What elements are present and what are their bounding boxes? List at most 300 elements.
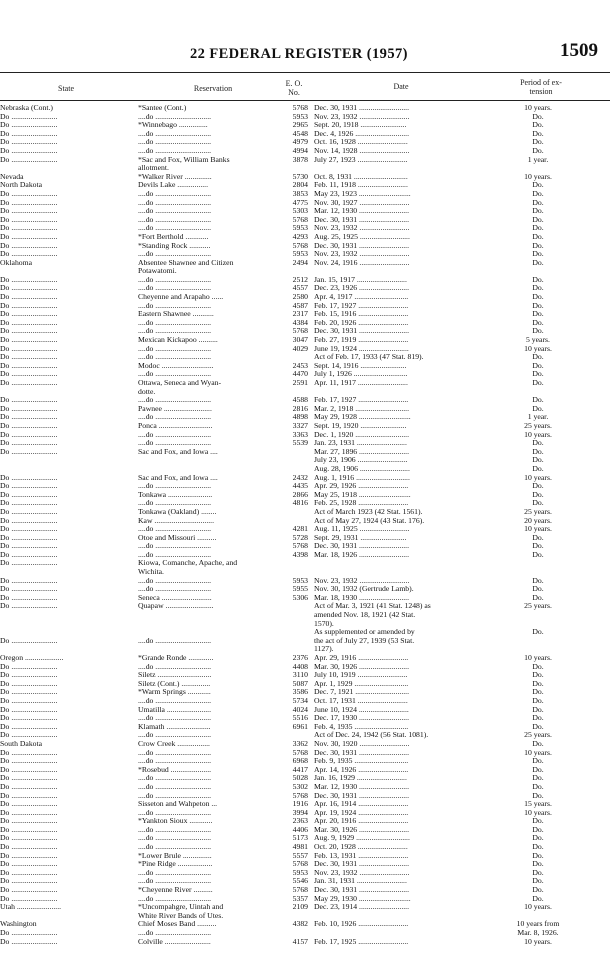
reservation-cell: ....do .............................	[138, 636, 212, 645]
date-cell: Nov. 23, 1932 ..........................	[314, 576, 410, 585]
eo-number-cell: 2317	[292, 310, 308, 319]
state-cell: Do ........................	[0, 894, 58, 903]
period-cell: 10 years.	[524, 937, 552, 946]
reservation-cell: ....do .............................	[138, 318, 212, 327]
state-cell: Do ........................	[0, 679, 58, 688]
period-cell: 10 years.	[524, 473, 552, 482]
period-cell: Do.	[532, 447, 544, 456]
date-cell: As supplemented or amended by	[314, 628, 415, 637]
state-cell: Do ........................	[0, 293, 58, 302]
period-cell: Do.	[532, 293, 544, 302]
state-cell: Do ........................	[0, 937, 58, 946]
table-row	[0, 714, 610, 723]
eo-number-cell: 2580	[292, 293, 308, 302]
reservation-cell: ....do .............................	[138, 344, 212, 353]
date-cell: Dec. 17, 1930 ..........................	[314, 714, 410, 723]
period-cell: 10 years.	[524, 654, 552, 662]
period-cell: Do.	[532, 490, 544, 499]
date-cell: Feb. 13, 1931 ..........................	[314, 851, 409, 860]
period-cell: 20 years.	[524, 516, 552, 525]
table-row	[0, 774, 610, 783]
eo-number-cell: 3327	[292, 421, 308, 430]
eo-number-cell: 3994	[292, 808, 308, 817]
eo-number-cell: 2376	[292, 654, 308, 662]
reservation-cell: ....do .............................	[138, 482, 212, 491]
table-row	[0, 319, 610, 328]
table-row	[0, 284, 610, 293]
state-cell: Do ........................	[0, 705, 58, 714]
reservation-cell: ....do .............................	[138, 198, 212, 207]
table-row	[0, 388, 610, 397]
reservation-cell: *Sac and Fox, William Banks	[138, 155, 230, 164]
state-cell: Do ........................	[0, 310, 58, 319]
period-cell: Do.	[532, 310, 544, 319]
eo-number-cell: 6968	[292, 757, 308, 766]
reservation-cell: ....do .............................	[138, 439, 212, 448]
table-row	[0, 121, 610, 130]
eo-number-cell: 5303	[292, 207, 308, 216]
date-cell: Nov. 23, 1932 ..........................	[314, 250, 410, 259]
reservation-cell: Sac and Fox, and Iowa ....	[138, 473, 218, 482]
date-cell: June 10, 1924 ..........................	[314, 705, 409, 714]
reservation-cell: Modoc ...........................	[138, 361, 214, 370]
period-cell: Do.	[532, 791, 544, 800]
reservation-cell: Klamath .......................	[138, 722, 211, 731]
state-cell: Do ........................	[0, 843, 58, 852]
period-cell: Do.	[532, 370, 544, 379]
state-cell: Do ........................	[0, 559, 58, 568]
reservation-cell: ....do .............................	[138, 413, 212, 422]
reservation-cell: ....do .............................	[138, 662, 212, 671]
date-cell: Oct. 16, 1928 ..........................	[314, 138, 408, 147]
state-cell: Do ........................	[0, 757, 58, 766]
reservation-cell: Eastern Shawnee ...........	[138, 310, 214, 319]
reservation-cell: ....do .............................	[138, 284, 212, 293]
column-headers	[0, 76, 610, 98]
state-cell: Do ........................	[0, 662, 58, 671]
table-row	[0, 216, 610, 225]
date-cell: Feb. 10, 1926 ..........................	[314, 920, 409, 929]
state-cell: Do ........................	[0, 301, 58, 310]
reservation-cell: ....do .............................	[138, 834, 212, 843]
table-row	[0, 130, 610, 139]
table-row	[0, 147, 610, 156]
table-row	[0, 628, 610, 637]
period-cell: Do.	[532, 705, 544, 714]
date-cell: Mar. 18, 1930 ..........................	[314, 593, 410, 602]
date-cell: Feb. 17, 1927 ..........................	[314, 301, 409, 310]
table-row	[0, 104, 610, 113]
state-cell: Do ........................	[0, 602, 58, 611]
period-cell: Do.	[532, 877, 544, 886]
period-cell: Do.	[532, 439, 544, 448]
eo-number-cell: 5539	[292, 439, 308, 448]
col-eo: E. O. No.	[285, 79, 303, 97]
table-row	[0, 508, 610, 517]
period-cell: Do.	[532, 301, 544, 310]
eo-number-cell: 4588	[292, 396, 308, 405]
date-cell: 1570).	[314, 619, 334, 628]
date-cell: Act of May 27, 1924 (43 Stat. 176).	[314, 516, 425, 525]
state-cell: North Dakota	[0, 181, 43, 190]
period-cell: Do.	[532, 843, 544, 852]
table-row	[0, 405, 610, 414]
date-cell: Dec. 30, 1931 ..........................	[314, 327, 410, 336]
eo-number-cell: 4548	[292, 129, 308, 138]
state-cell: Do ........................	[0, 542, 58, 551]
date-cell: Dec. 30, 1931 ..........................	[314, 241, 410, 250]
date-cell: amended Nov. 18, 1921 (42 Stat.	[314, 611, 416, 620]
state-cell: Do ........................	[0, 207, 58, 216]
period-cell: 10 years.	[524, 808, 552, 817]
state-cell: Do ........................	[0, 834, 58, 843]
table-row	[0, 792, 610, 801]
eo-number-cell: 4384	[292, 318, 308, 327]
eo-number-cell: 4157	[292, 937, 308, 946]
date-cell: May 25, 1918 ...........................	[314, 490, 411, 499]
eo-number-cell: 2363	[292, 817, 308, 826]
table-row	[0, 697, 610, 706]
state-cell: Do ........................	[0, 344, 58, 353]
eo-number-cell: 6961	[292, 722, 308, 731]
period-cell: 25 years.	[524, 507, 552, 516]
date-cell: Apr. 14, 1926 ..........................	[314, 765, 409, 774]
date-cell: Feb. 17, 1927 ..........................	[314, 396, 409, 405]
reservation-cell: ....do .............................	[138, 215, 212, 224]
reservation-cell: *Uncompahgre, Uintah and	[138, 903, 224, 912]
eo-number-cell: 3853	[292, 189, 308, 198]
reservation-cell: ....do .............................	[138, 224, 212, 233]
table-row	[0, 517, 610, 526]
date-cell: Apr. 16, 1914 ..........................	[314, 800, 409, 809]
date-cell: Apr. 19, 1924 ..........................	[314, 808, 409, 817]
state-cell: Do ........................	[0, 215, 58, 224]
date-cell: Dec. 30, 1931 ..........................	[314, 542, 410, 551]
period-cell: Do.	[532, 258, 544, 267]
state-cell: Do ........................	[0, 284, 58, 293]
eo-number-cell: 3878	[292, 155, 308, 164]
date-cell: Jan. 23, 1931 ..........................	[314, 439, 407, 448]
period-cell: 10 years.	[524, 903, 552, 912]
publication-title: 22 FEDERAL REGISTER (1957)	[190, 46, 408, 62]
state-cell: Do ........................	[0, 318, 58, 327]
state-cell: Do ........................	[0, 336, 58, 345]
eo-number-cell: 5768	[292, 241, 308, 250]
state-cell: Do ........................	[0, 516, 58, 525]
state-cell: Do ........................	[0, 886, 58, 895]
column-header-rule	[0, 100, 610, 101]
reservation-cell: ....do .............................	[138, 576, 212, 585]
table-row	[0, 594, 610, 603]
table-row	[0, 413, 610, 422]
date-cell: Jan. 15, 1917 ..........................	[314, 275, 407, 284]
state-cell: Do ........................	[0, 430, 58, 439]
state-cell: Do ........................	[0, 413, 58, 422]
table-row	[0, 448, 610, 457]
eo-number-cell: 5302	[292, 782, 308, 791]
state-cell: Do ........................	[0, 499, 58, 508]
table-row	[0, 559, 610, 568]
period-cell: 10 years.	[524, 172, 552, 181]
date-cell: Sept. 19, 1920 ........................	[314, 421, 407, 430]
header-rule	[0, 72, 610, 73]
table-row	[0, 929, 610, 938]
table-row	[0, 336, 610, 345]
reservation-cell: ....do .............................	[138, 868, 212, 877]
state-cell: Do ........................	[0, 550, 58, 559]
table-row	[0, 499, 610, 508]
reservation-cell: ....do .............................	[138, 585, 212, 594]
reservation-cell: ....do .............................	[138, 525, 212, 534]
state-cell: Do ........................	[0, 877, 58, 886]
eo-number-cell: 2512	[292, 275, 308, 284]
table-row	[0, 585, 610, 594]
reservation-cell: ....do .............................	[138, 370, 212, 379]
period-cell: Do.	[532, 722, 544, 731]
table-row	[0, 895, 610, 904]
date-cell: Mar. 30, 1926 ..........................	[314, 662, 410, 671]
table-row	[0, 740, 610, 749]
reservation-cell: Sac and Fox, and Iowa ....	[138, 447, 218, 456]
state-cell: Do ........................	[0, 507, 58, 516]
reservation-cell: ....do .............................	[138, 146, 212, 155]
table-row	[0, 611, 610, 620]
state-cell: Do ........................	[0, 765, 58, 774]
eo-number-cell: 5768	[292, 542, 308, 551]
page-number: 1509	[560, 40, 598, 61]
period-cell: Do.	[532, 112, 544, 121]
period-cell: Do.	[532, 215, 544, 224]
reservation-cell: Quapaw .........................	[138, 602, 214, 611]
table-row	[0, 164, 610, 173]
reservation-cell: *Warm Springs ............	[138, 688, 211, 697]
state-cell: Do ........................	[0, 808, 58, 817]
date-cell: Feb. 27, 1919 ..........................	[314, 336, 409, 345]
reservation-cell: ....do .............................	[138, 782, 212, 791]
state-cell: Oklahoma	[0, 258, 33, 267]
table-row	[0, 233, 610, 242]
period-cell: Do.	[532, 662, 544, 671]
date-cell: Dec. 1, 1920 ............................	[314, 430, 410, 439]
state-cell: Do ........................	[0, 473, 58, 482]
eo-number-cell: 3586	[292, 688, 308, 697]
period-cell: Do.	[532, 456, 544, 465]
reservation-cell: ....do .............................	[138, 542, 212, 551]
date-cell: Aug. 1, 1916 ............................	[314, 473, 410, 482]
state-cell: Do ........................	[0, 868, 58, 877]
table-row	[0, 602, 610, 611]
eo-number-cell: 2816	[292, 404, 308, 413]
state-cell: Do ........................	[0, 353, 58, 362]
eo-number-cell: 5768	[292, 748, 308, 757]
date-cell: Nov. 23, 1932 ..........................	[314, 224, 410, 233]
state-cell: Do ........................	[0, 250, 58, 259]
state-cell: Do ........................	[0, 731, 58, 740]
reservation-cell: Kaw ...............................	[138, 516, 215, 525]
period-cell: Do.	[532, 327, 544, 336]
reservation-cell: ....do .............................	[138, 207, 212, 216]
period-cell: Do.	[532, 396, 544, 405]
reservation-cell: Siletz (Cont.) ...............	[138, 679, 211, 688]
state-cell: Do ........................	[0, 482, 58, 491]
state-cell: Do ........................	[0, 782, 58, 791]
table-row	[0, 474, 610, 483]
table-row	[0, 903, 610, 912]
eo-number-cell: 4406	[292, 825, 308, 834]
table-row	[0, 156, 610, 165]
date-cell: Nov. 23, 1932 ..........................	[314, 112, 410, 121]
date-cell: Dec. 7, 1921 ............................	[314, 688, 410, 697]
table-row	[0, 886, 610, 895]
state-cell: Do ........................	[0, 129, 58, 138]
table-row	[0, 757, 610, 766]
table-row	[0, 542, 610, 551]
reservation-cell: Cheyenne and Arapaho ......	[138, 293, 224, 302]
reservation-cell: Absentee Shawnee and Citizen	[138, 258, 234, 267]
period-cell: Do.	[532, 550, 544, 559]
state-cell: Do ........................	[0, 817, 58, 826]
table-row	[0, 877, 610, 886]
reservation-cell: *Grande Ronde .............	[138, 654, 214, 662]
eo-number-cell: 5953	[292, 224, 308, 233]
eo-number-cell: 4281	[292, 525, 308, 534]
table-row	[0, 809, 610, 818]
table-row	[0, 938, 610, 947]
reservation-cell: Kiowa, Comanche, Apache, and	[138, 559, 238, 568]
reservation-cell: Chief Moses Band ..........	[138, 920, 217, 929]
date-cell: Aug. 9, 1929 ............................	[314, 834, 410, 843]
period-cell: Do.	[532, 671, 544, 680]
date-cell: Feb. 17, 1925 ..........................	[314, 937, 409, 946]
date-cell: Sept. 20, 1918 ........................	[314, 121, 407, 130]
table-row	[0, 663, 610, 672]
state-cell: Do ........................	[0, 585, 58, 594]
table-row	[0, 482, 610, 491]
date-cell: May 23, 1923 ...........................	[314, 189, 411, 198]
period-cell: Do.	[532, 593, 544, 602]
date-cell: Dec. 4, 1926 ............................	[314, 129, 410, 138]
date-cell: Apr. 29, 1916 ..........................	[314, 654, 409, 662]
table-row	[0, 207, 610, 216]
table-row	[0, 456, 610, 465]
state-cell: Do ........................	[0, 404, 58, 413]
date-cell: Oct. 20, 1928 ..........................	[314, 843, 408, 852]
state-cell: Utah .......................	[0, 903, 62, 912]
reservation-cell: ....do .............................	[138, 757, 212, 766]
state-cell: Nevada	[0, 172, 24, 181]
period-cell: Do.	[532, 851, 544, 860]
eo-number-cell: 4408	[292, 662, 308, 671]
table-row	[0, 783, 610, 792]
state-cell: Do ........................	[0, 774, 58, 783]
period-cell: Do.	[532, 224, 544, 233]
period-cell: Do.	[532, 189, 544, 198]
period-cell: Do.	[532, 860, 544, 869]
table-row	[0, 259, 610, 268]
reservation-cell: Crow Creek .................	[138, 739, 210, 748]
date-cell: Dec. 23, 1926 ..........................	[314, 284, 410, 293]
reservation-cell: ....do .............................	[138, 353, 212, 362]
table-row	[0, 637, 610, 646]
eo-number-cell: 4557	[292, 284, 308, 293]
reservation-cell: ....do .............................	[138, 791, 212, 800]
period-cell: 10 years from	[516, 920, 560, 929]
reservation-cell: allotment.	[138, 164, 169, 173]
date-cell: Dec. 30, 1931 ..........................	[314, 104, 410, 112]
eo-number-cell: 4981	[292, 843, 308, 852]
reservation-cell: ....do .............................	[138, 714, 212, 723]
table-row	[0, 577, 610, 586]
state-cell: Do ........................	[0, 636, 58, 645]
state-cell: Do ........................	[0, 146, 58, 155]
period-cell: 5 years.	[526, 336, 550, 345]
reservation-cell: ....do .............................	[138, 499, 212, 508]
eo-number-cell: 5953	[292, 250, 308, 259]
date-cell: Feb. 4, 1935 ............................	[314, 722, 409, 731]
eo-number-cell: 4398	[292, 550, 308, 559]
state-cell: Do ........................	[0, 379, 58, 387]
period-cell: Do.	[532, 250, 544, 259]
period-cell: Do.	[532, 628, 544, 637]
eo-number-cell: 5546	[292, 877, 308, 886]
table-row	[0, 568, 610, 577]
eo-number-cell: 5087	[292, 679, 308, 688]
period-cell: 10 years.	[524, 748, 552, 757]
eo-number-cell: 5357	[292, 894, 308, 903]
eo-number-cell: 3363	[292, 430, 308, 439]
period-cell: Do.	[532, 542, 544, 551]
eo-number-cell: 2591	[292, 379, 308, 387]
date-cell: Mar. 12, 1930 ..........................	[314, 207, 410, 216]
table-row	[0, 817, 610, 826]
table-row	[0, 199, 610, 208]
table-row	[0, 138, 610, 147]
eo-number-cell: 5768	[292, 791, 308, 800]
period-cell: Do.	[532, 499, 544, 508]
date-cell: May 29, 1928 ...........................	[314, 413, 411, 422]
reservation-cell: ....do .............................	[138, 189, 212, 198]
period-cell: 10 years.	[524, 104, 552, 112]
eo-number-cell: 5730	[292, 172, 308, 181]
state-cell: Do ........................	[0, 851, 58, 860]
reservation-cell: *Rosebud .....................	[138, 765, 212, 774]
reservation-cell: ....do .............................	[138, 396, 212, 405]
period-cell: Do.	[532, 482, 544, 491]
period-cell: Do.	[532, 817, 544, 826]
date-cell: Feb. 25, 1928 ..........................	[314, 499, 409, 508]
table-row	[0, 370, 610, 379]
table-row	[0, 551, 610, 560]
reservation-cell: ....do .............................	[138, 696, 212, 705]
date-cell: July 23, 1906 ..........................	[314, 456, 408, 465]
col-reservation: Reservation	[193, 84, 233, 93]
date-cell: Dec. 30, 1931 ..........................	[314, 886, 410, 895]
period-cell: 1 year.	[527, 413, 549, 422]
date-cell: Nov. 30, 1932 (Gertrude Lamb).	[314, 585, 414, 594]
reservation-cell: *Lower Brule ...............	[138, 851, 212, 860]
table-row	[0, 731, 610, 740]
period-cell: Do.	[532, 774, 544, 783]
reservation-cell: White River Bands of Utes.	[138, 911, 224, 920]
period-cell: Do.	[532, 533, 544, 542]
period-cell: Do.	[532, 765, 544, 774]
table-row	[0, 688, 610, 697]
reservation-cell: Colville ........................	[138, 937, 211, 946]
reservation-cell: ....do .............................	[138, 731, 212, 740]
date-cell: Nov. 30, 1927 ..........................	[314, 198, 410, 207]
table-row	[0, 680, 610, 689]
state-cell: Do ........................	[0, 421, 58, 430]
